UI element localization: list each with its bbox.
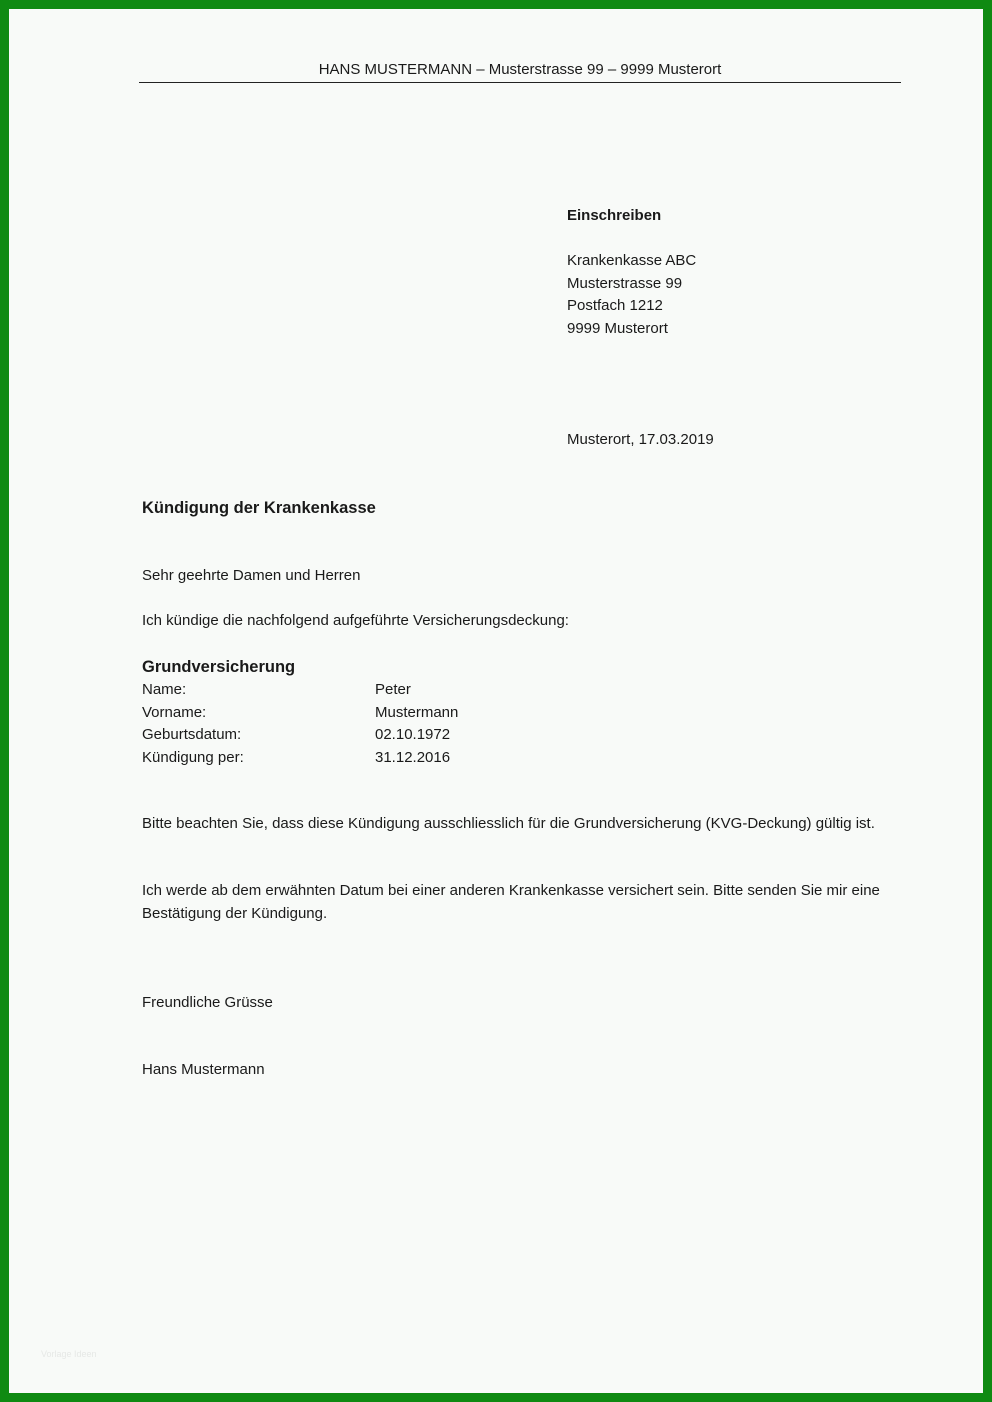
recipient-line-2: Musterstrasse 99 bbox=[567, 274, 683, 292]
name-value: Peter bbox=[375, 681, 411, 698]
place-date: Musterort, 17.03.2019 bbox=[567, 431, 714, 448]
mail-type: Einschreiben bbox=[567, 207, 662, 224]
watermark: Vorlage Ideen bbox=[41, 1349, 97, 1359]
vorname-label: Vorname: bbox=[142, 703, 207, 721]
insurance-heading: Grundversicherung bbox=[142, 658, 296, 676]
sender-line: HANS MUSTERMANN – Musterstrasse 99 – 9999 Musterort bbox=[318, 61, 722, 78]
paragraph-confirmation: Ich werde ab dem erwähnten Datum bei einer anderen Krankenkasse versichert sein. Bitte senden Sie mir eine Bestätigung der Kündigung. bbox=[142, 882, 880, 922]
recipient-line-4: 9999 Musterort bbox=[567, 319, 668, 337]
intro-text: Ich kündige die nachfolgend aufgeführte Versicherungsdeckung: bbox=[142, 612, 569, 629]
vorname-value: Mustermann bbox=[375, 703, 459, 721]
letter-page bbox=[9, 9, 983, 1393]
termination-date-value: 31.12.2016 bbox=[375, 748, 451, 766]
subject: Kündigung der Krankenkasse bbox=[142, 499, 376, 517]
signature-name: Hans Mustermann bbox=[142, 1061, 265, 1078]
header-divider bbox=[139, 82, 901, 83]
recipient-line-3: Postfach 1212 bbox=[567, 297, 663, 314]
birthdate-label: Geburtsdatum: bbox=[142, 726, 242, 743]
birthdate-value: 02.10.1972 bbox=[375, 726, 451, 743]
name-label: Name: bbox=[142, 681, 187, 698]
recipient-line-1: Krankenkasse ABC bbox=[567, 252, 697, 269]
paragraph-scope: Bitte beachten Sie, dass diese Kündigung ausschliesslich für die Grundversicherung (KVG-Deckung) gültig ist. bbox=[142, 815, 875, 832]
closing: Freundliche Grüsse bbox=[142, 994, 273, 1011]
termination-date-label: Kündigung per: bbox=[142, 748, 244, 766]
salutation: Sehr geehrte Damen und Herren bbox=[142, 567, 361, 584]
